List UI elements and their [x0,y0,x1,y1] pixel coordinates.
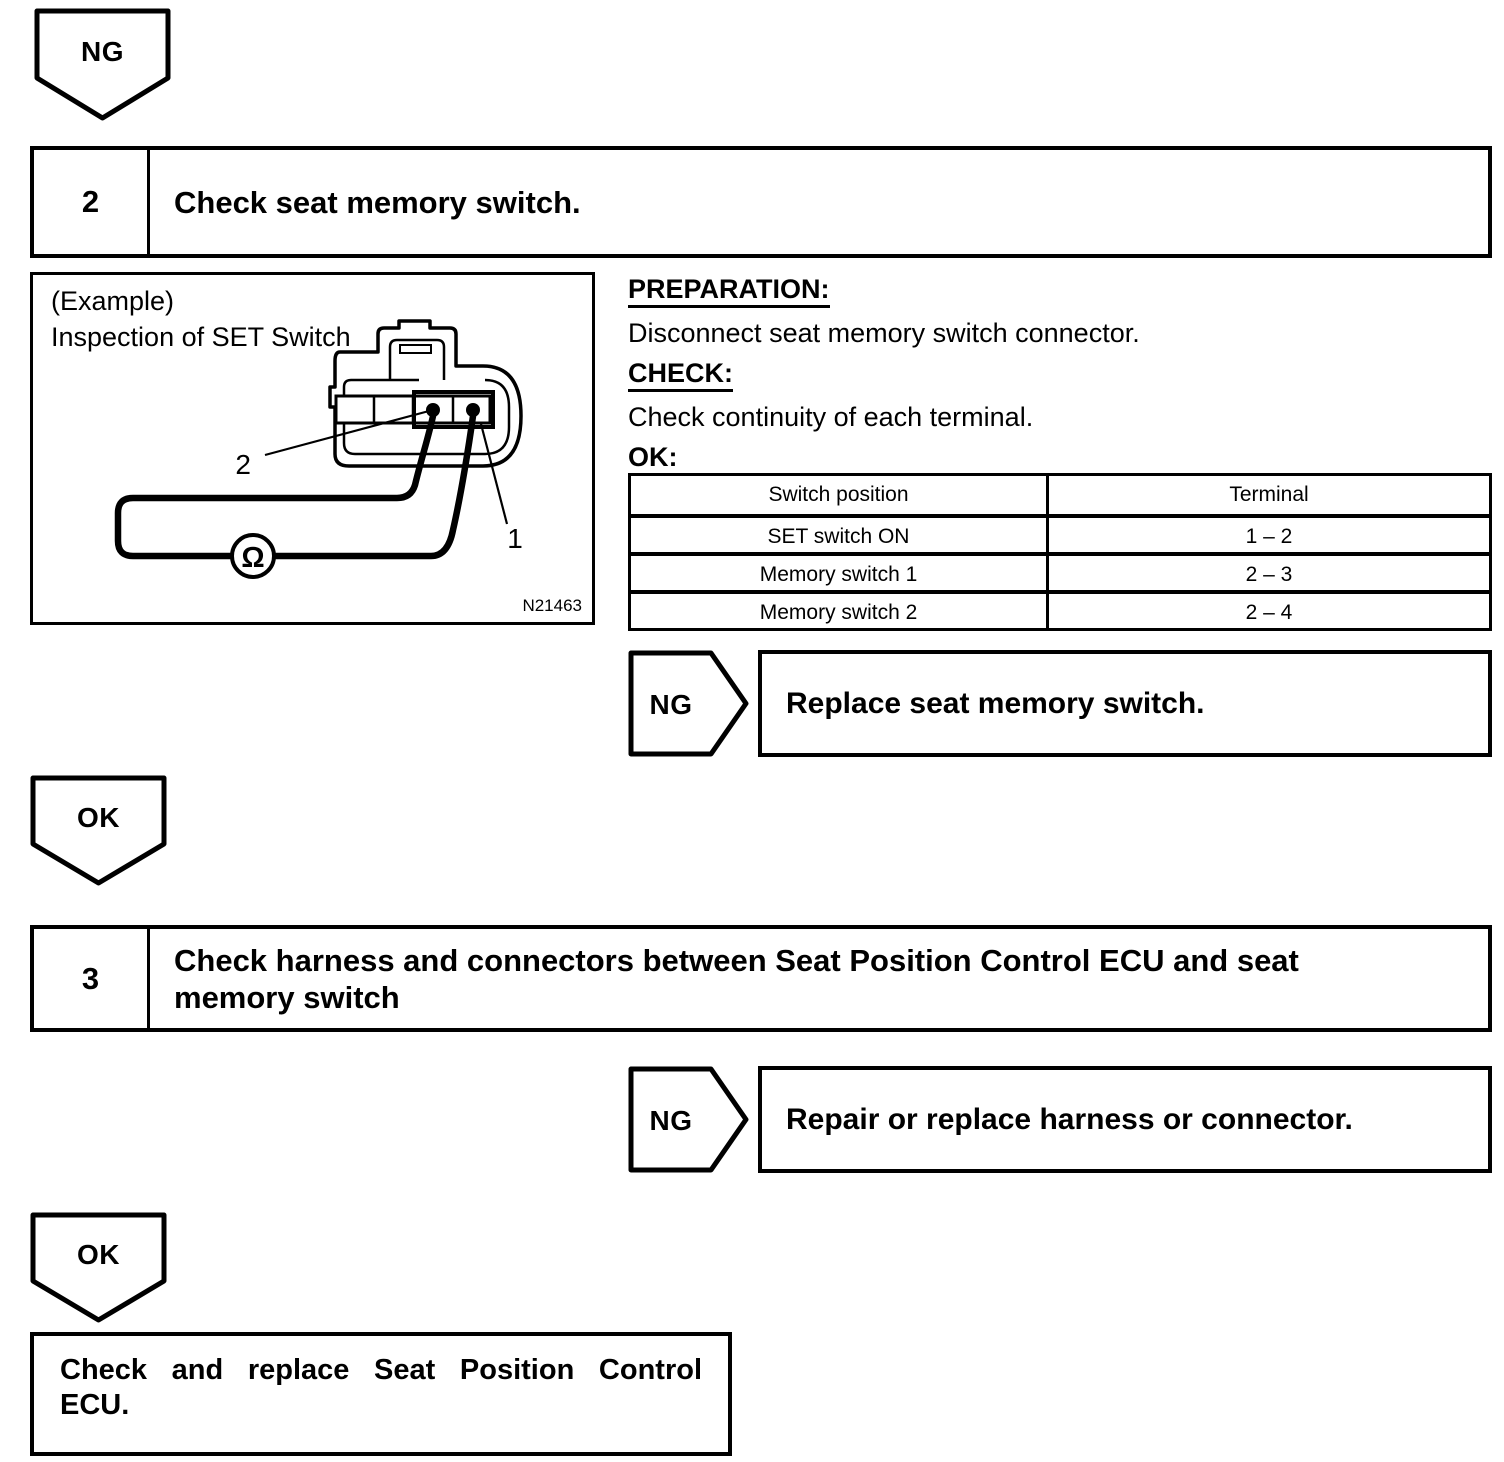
pin-label-1: 1 [507,523,523,554]
ok-label: OK [77,802,120,833]
step-2-number: 2 [34,150,150,254]
figure-id: N21463 [522,596,582,615]
step-2-box [30,146,1492,258]
table-header-row [631,476,1489,514]
inspection-details [628,274,1492,486]
example-figure-box [30,272,595,625]
ng-connector-top [34,8,171,122]
table-row [631,590,1489,628]
connector-nub-inner [400,345,431,353]
pin-1-leader [481,424,507,524]
ng-label: NG [81,36,124,67]
ng-label: NG [649,689,693,720]
preparation-text: Disconnect seat memory switch connector. [628,318,1140,348]
switch-position-cell: SET switch ON [631,518,1049,552]
step-3-title-line2: memory switch [174,979,400,1015]
step-3-title-line1: Check harness and connectors between Seat Position Control ECU and seat [174,942,1299,978]
preparation-heading: PREPARATION: [628,274,830,308]
ok-label: OK [77,1239,120,1270]
result-text: Replace seat memory switch. [786,686,1205,720]
example-caption-line2: Inspection of SET Switch [51,322,351,352]
terminal-cell: 2 – 4 [1245,601,1293,624]
result-box-replace-seat-memory-switch [758,650,1492,757]
column-header-switch-position: Switch position [631,476,1049,514]
test-lead-right [275,416,473,556]
example-caption-line1: (Example) [51,286,175,316]
final-action-line2: ECU. [60,1389,130,1421]
ng-connector-branch-1 [628,650,749,757]
pin-label-2: 2 [235,449,251,480]
test-lead-left [118,416,433,556]
step-3-number: 3 [34,929,150,1028]
final-action-box-check-and-replace-ecu [30,1332,732,1456]
check-text: Check continuity of each terminal. [628,402,1034,432]
table-row [631,552,1489,590]
step-2-title: Check seat memory switch. [174,184,581,220]
ok-connector-1 [30,775,167,887]
example-caption [51,283,351,355]
result-text: Repair or replace harness or connector. [786,1102,1353,1136]
ohmmeter-symbol: Ω [241,542,265,574]
result-box-repair-or-replace-harness [758,1066,1492,1173]
terminal-cell: 1 – 2 [1245,525,1293,548]
step-3-box [30,925,1492,1032]
ng-label: NG [649,1105,693,1136]
switch-position-cell: Memory switch 2 [631,594,1049,628]
ng-connector-branch-2 [628,1066,749,1173]
ok-connector-2 [30,1212,167,1324]
check-heading: CHECK: [628,358,733,392]
column-header-terminal: Terminal [1229,483,1309,506]
table-row [631,514,1489,552]
terminal-cell: 2 – 3 [1245,563,1293,586]
continuity-table [628,473,1492,631]
switch-position-cell: Memory switch 1 [631,556,1049,590]
ok-heading: OK: [628,442,678,476]
final-action-line1: Check and replace Seat Position Control [60,1354,702,1386]
